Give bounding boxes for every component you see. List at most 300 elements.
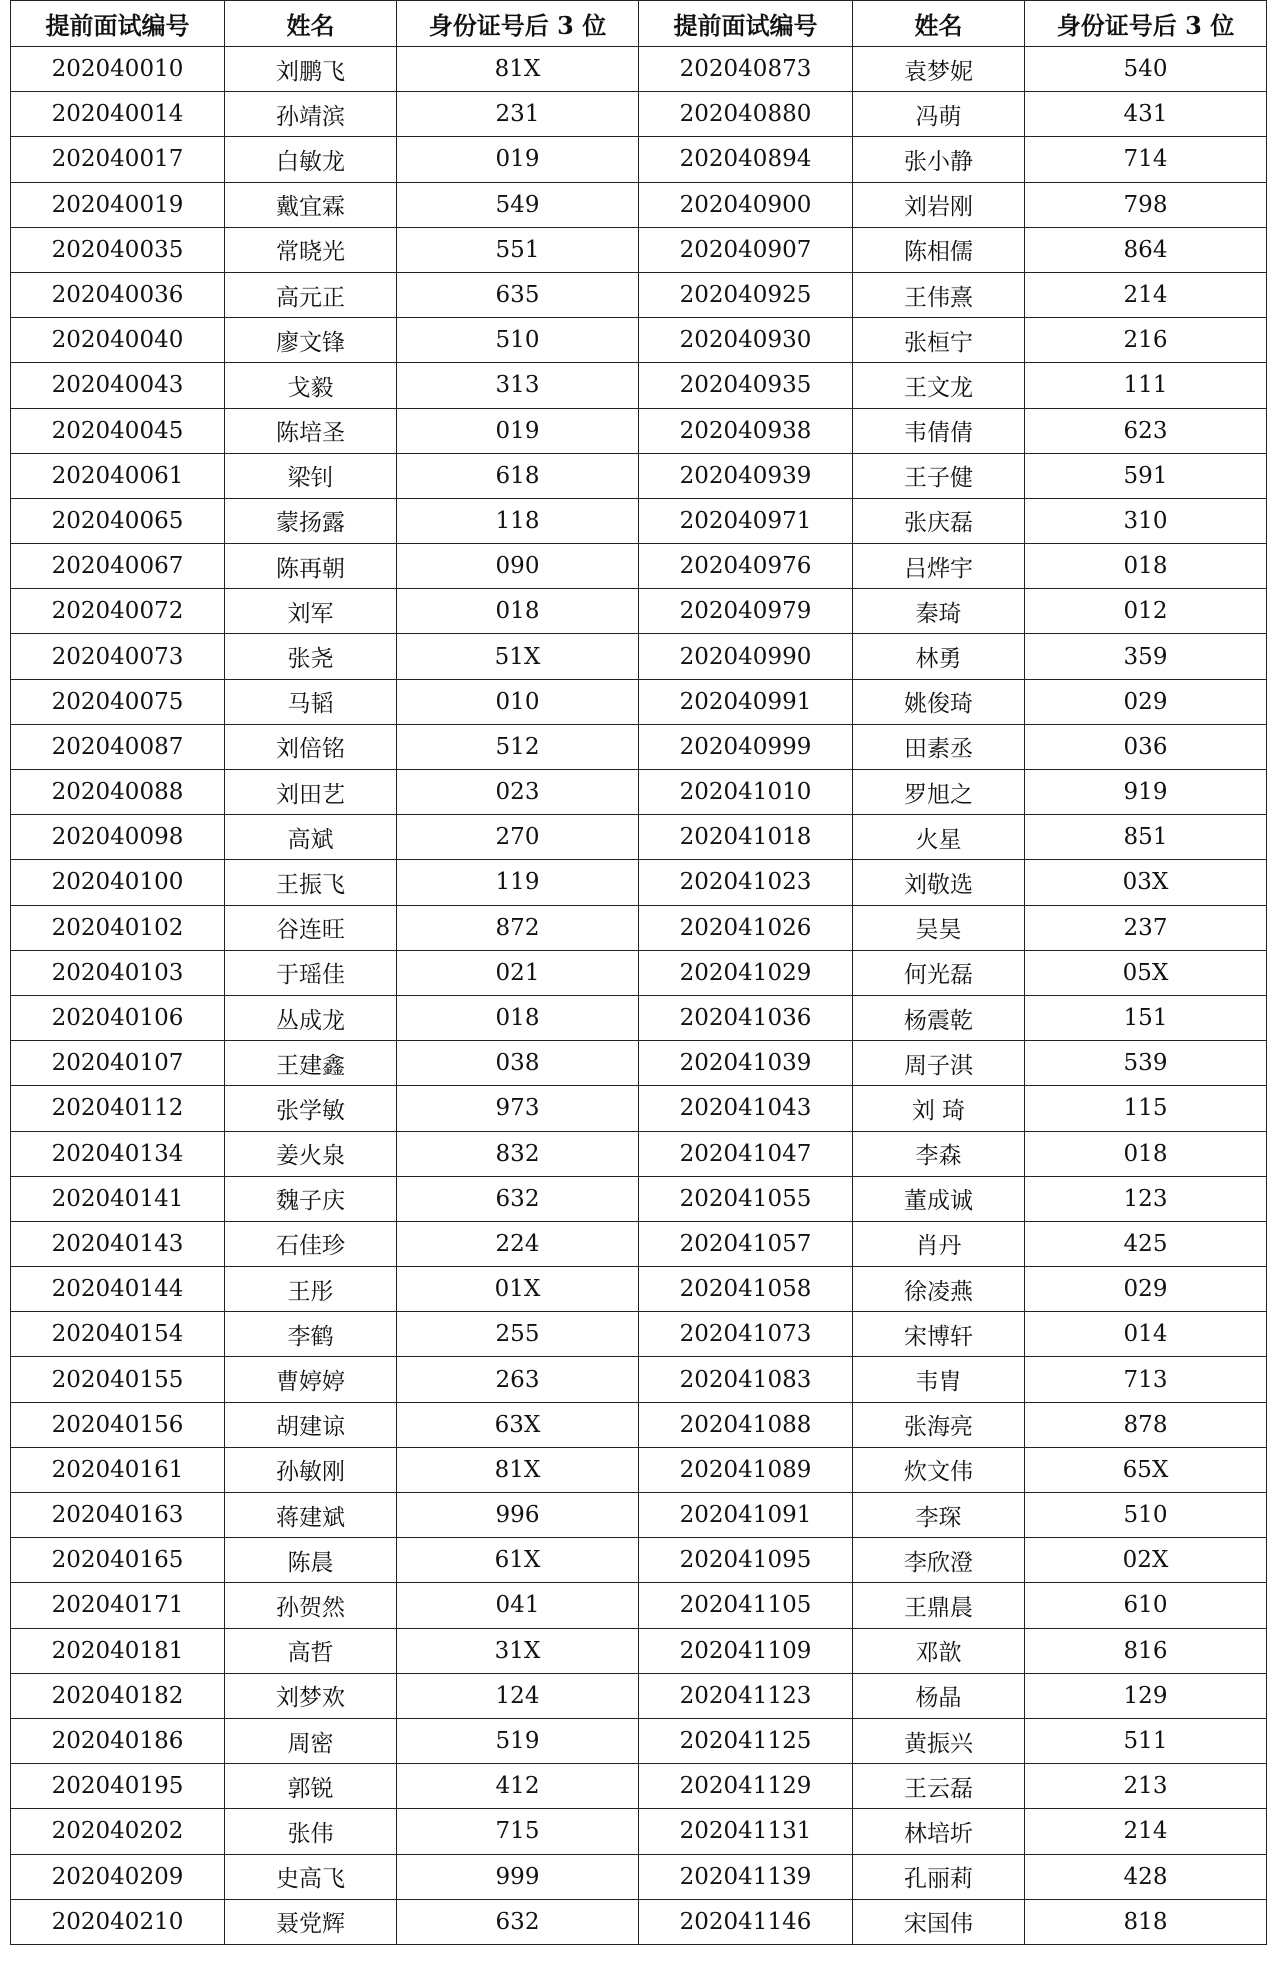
- name-cell: 马韬: [225, 679, 397, 724]
- id-last3-cell: 714: [1025, 137, 1267, 182]
- name-cell: 王彤: [225, 1267, 397, 1312]
- interview-number-cell: 202040043: [11, 363, 225, 408]
- interview-number-cell: 202040134: [11, 1131, 225, 1176]
- interview-number-cell: 202041058: [639, 1267, 853, 1312]
- id-last3-cell: 919: [1025, 770, 1267, 815]
- name-cell: 戈毅: [225, 363, 397, 408]
- id-last3-cell: 018: [397, 995, 639, 1040]
- interview-number-cell: 202040939: [639, 453, 853, 498]
- id-last3-cell: 428: [1025, 1854, 1267, 1899]
- name-cell: 刘梦欢: [225, 1673, 397, 1718]
- table-row: [11, 182, 1267, 227]
- table-row: [11, 1854, 1267, 1899]
- name-cell: 王云磊: [853, 1764, 1025, 1809]
- name-cell: 冯萌: [853, 92, 1025, 137]
- id-last3-cell: 510: [1025, 1493, 1267, 1538]
- id-last3-cell: 090: [397, 544, 639, 589]
- name-cell: 刘军: [225, 589, 397, 634]
- id-last3-cell: 713: [1025, 1357, 1267, 1402]
- name-cell: 王伟熹: [853, 272, 1025, 317]
- interview-number-cell: 202040186: [11, 1718, 225, 1763]
- table-row: [11, 1131, 1267, 1176]
- table-header-row: [11, 1, 1267, 47]
- id-last3-cell: 81X: [397, 1447, 639, 1492]
- interview-number-cell: 202040106: [11, 995, 225, 1040]
- interview-number-cell: 202041095: [639, 1538, 853, 1583]
- interview-number-cell: 202040991: [639, 679, 853, 724]
- interview-number-cell: 202040900: [639, 182, 853, 227]
- name-cell: 高斌: [225, 815, 397, 860]
- id-last3-cell: 029: [1025, 679, 1267, 724]
- table-row: [11, 47, 1267, 92]
- name-cell: 王建鑫: [225, 1041, 397, 1086]
- interview-number-cell: 202040102: [11, 905, 225, 950]
- name-cell: 林勇: [853, 634, 1025, 679]
- name-cell: 曹婷婷: [225, 1357, 397, 1402]
- id-last3-cell: 03X: [1025, 860, 1267, 905]
- id-last3-cell: 129: [1025, 1673, 1267, 1718]
- interview-number-cell: 202040907: [639, 227, 853, 272]
- table-row: [11, 1583, 1267, 1628]
- interview-number-cell: 202041055: [639, 1176, 853, 1221]
- interview-number-cell: 202041125: [639, 1718, 853, 1763]
- id-last3-cell: 012: [1025, 589, 1267, 634]
- id-last3-cell: 61X: [397, 1538, 639, 1583]
- name-cell: 孙靖滨: [225, 92, 397, 137]
- interview-number-cell: 202040040: [11, 318, 225, 363]
- table-row: [11, 92, 1267, 137]
- id-last3-cell: 214: [1025, 1809, 1267, 1854]
- interview-number-cell: 202041088: [639, 1402, 853, 1447]
- interview-number-cell: 202040930: [639, 318, 853, 363]
- interview-number-cell: 202040103: [11, 950, 225, 995]
- id-last3-cell: 511: [1025, 1718, 1267, 1763]
- interview-number-cell: 202040073: [11, 634, 225, 679]
- id-last3-cell: 540: [1025, 47, 1267, 92]
- id-last3-cell: 018: [1025, 1131, 1267, 1176]
- table-row: [11, 905, 1267, 950]
- table-row: [11, 724, 1267, 769]
- name-cell: 周密: [225, 1718, 397, 1763]
- table-row: [11, 1267, 1267, 1312]
- id-last3-cell: 635: [397, 272, 639, 317]
- name-cell: 孔丽莉: [853, 1854, 1025, 1899]
- id-last3-cell: 237: [1025, 905, 1267, 950]
- interview-number-cell: 202041026: [639, 905, 853, 950]
- header-id-last3-right: 身份证号后 3 位: [1025, 1, 1267, 47]
- interview-number-cell: 202040067: [11, 544, 225, 589]
- name-cell: 刘倍铭: [225, 724, 397, 769]
- name-cell: 史高飞: [225, 1854, 397, 1899]
- table-row: [11, 498, 1267, 543]
- interview-number-cell: 202041039: [639, 1041, 853, 1086]
- name-cell: 张庆磊: [853, 498, 1025, 543]
- interview-number-cell: 202041023: [639, 860, 853, 905]
- name-cell: 孙贺然: [225, 1583, 397, 1628]
- interview-number-cell: 202040045: [11, 408, 225, 453]
- interview-number-cell: 202040017: [11, 137, 225, 182]
- interview-number-cell: 202040143: [11, 1221, 225, 1266]
- table-row: [11, 363, 1267, 408]
- name-cell: 郭锐: [225, 1764, 397, 1809]
- table-row: [11, 950, 1267, 995]
- name-cell: 戴宜霖: [225, 182, 397, 227]
- id-last3-cell: 115: [1025, 1086, 1267, 1131]
- table-row: [11, 679, 1267, 724]
- table-row: [11, 318, 1267, 363]
- name-cell: 李森: [853, 1131, 1025, 1176]
- interview-number-cell: 202040971: [639, 498, 853, 543]
- name-cell: 聂党辉: [225, 1899, 397, 1944]
- id-last3-cell: 632: [397, 1899, 639, 1944]
- id-last3-cell: 018: [1025, 544, 1267, 589]
- table-row: [11, 137, 1267, 182]
- interview-number-cell: 202040202: [11, 1809, 225, 1854]
- table-row: [11, 589, 1267, 634]
- id-last3-cell: 999: [397, 1854, 639, 1899]
- interview-number-cell: 202040894: [639, 137, 853, 182]
- id-last3-cell: 798: [1025, 182, 1267, 227]
- id-last3-cell: 038: [397, 1041, 639, 1086]
- interview-number-cell: 202040195: [11, 1764, 225, 1809]
- name-cell: 石佳珍: [225, 1221, 397, 1266]
- name-cell: 田素丞: [853, 724, 1025, 769]
- name-cell: 宋国伟: [853, 1899, 1025, 1944]
- interview-number-cell: 202040156: [11, 1402, 225, 1447]
- name-cell: 常晓光: [225, 227, 397, 272]
- table-row: [11, 634, 1267, 679]
- name-cell: 谷连旺: [225, 905, 397, 950]
- id-last3-cell: 213: [1025, 1764, 1267, 1809]
- name-cell: 吕烨宇: [853, 544, 1025, 589]
- id-last3-cell: 05X: [1025, 950, 1267, 995]
- name-cell: 刘鹏飞: [225, 47, 397, 92]
- id-last3-cell: 216: [1025, 318, 1267, 363]
- interview-number-cell: 202040976: [639, 544, 853, 589]
- interview-roster-table: [10, 0, 1267, 1945]
- name-cell: 韦胄: [853, 1357, 1025, 1402]
- id-last3-cell: 124: [397, 1673, 639, 1718]
- name-cell: 徐凌燕: [853, 1267, 1025, 1312]
- table-row: [11, 1447, 1267, 1492]
- id-last3-cell: 65X: [1025, 1447, 1267, 1492]
- name-cell: 张海亮: [853, 1402, 1025, 1447]
- table-row: [11, 453, 1267, 498]
- table-row: [11, 1312, 1267, 1357]
- name-cell: 王子健: [853, 453, 1025, 498]
- name-cell: 张伟: [225, 1809, 397, 1854]
- interview-number-cell: 202041109: [639, 1628, 853, 1673]
- name-cell: 胡建谅: [225, 1402, 397, 1447]
- name-cell: 林培圻: [853, 1809, 1025, 1854]
- id-last3-cell: 224: [397, 1221, 639, 1266]
- header-interview-number-right: 提前面试编号: [639, 1, 853, 47]
- interview-number-cell: 202040935: [639, 363, 853, 408]
- name-cell: 梁钊: [225, 453, 397, 498]
- id-last3-cell: 512: [397, 724, 639, 769]
- name-cell: 廖文锋: [225, 318, 397, 363]
- interview-number-cell: 202040979: [639, 589, 853, 634]
- table-row: [11, 227, 1267, 272]
- name-cell: 吴昊: [853, 905, 1025, 950]
- name-cell: 罗旭之: [853, 770, 1025, 815]
- interview-number-cell: 202040014: [11, 92, 225, 137]
- interview-number-cell: 202040035: [11, 227, 225, 272]
- id-last3-cell: 51X: [397, 634, 639, 679]
- id-last3-cell: 019: [397, 137, 639, 182]
- id-last3-cell: 425: [1025, 1221, 1267, 1266]
- name-cell: 陈培圣: [225, 408, 397, 453]
- interview-number-cell: 202040065: [11, 498, 225, 543]
- id-last3-cell: 019: [397, 408, 639, 453]
- interview-number-cell: 202041139: [639, 1854, 853, 1899]
- interview-number-cell: 202041047: [639, 1131, 853, 1176]
- name-cell: 姚俊琦: [853, 679, 1025, 724]
- id-last3-cell: 231: [397, 92, 639, 137]
- interview-number-cell: 202040154: [11, 1312, 225, 1357]
- id-last3-cell: 816: [1025, 1628, 1267, 1673]
- interview-number-cell: 202041043: [639, 1086, 853, 1131]
- id-last3-cell: 010: [397, 679, 639, 724]
- id-last3-cell: 313: [397, 363, 639, 408]
- interview-number-cell: 202041129: [639, 1764, 853, 1809]
- interview-number-cell: 202040075: [11, 679, 225, 724]
- name-cell: 宋博轩: [853, 1312, 1025, 1357]
- interview-number-cell: 202041105: [639, 1583, 853, 1628]
- name-cell: 丛成龙: [225, 995, 397, 1040]
- table-row: [11, 770, 1267, 815]
- name-cell: 于瑶佳: [225, 950, 397, 995]
- name-cell: 李欣澄: [853, 1538, 1025, 1583]
- name-cell: 刘田艺: [225, 770, 397, 815]
- table-row: [11, 1493, 1267, 1538]
- name-cell: 李鹤: [225, 1312, 397, 1357]
- name-cell: 陈相儒: [853, 227, 1025, 272]
- id-last3-cell: 623: [1025, 408, 1267, 453]
- name-cell: 周子淇: [853, 1041, 1025, 1086]
- table-row: [11, 1628, 1267, 1673]
- name-cell: 姜火泉: [225, 1131, 397, 1176]
- id-last3-cell: 01X: [397, 1267, 639, 1312]
- name-cell: 韦倩倩: [853, 408, 1025, 453]
- interview-number-cell: 202040087: [11, 724, 225, 769]
- interview-number-cell: 202040938: [639, 408, 853, 453]
- table-row: [11, 1538, 1267, 1583]
- name-cell: 张桓宁: [853, 318, 1025, 363]
- id-last3-cell: 510: [397, 318, 639, 363]
- name-cell: 高哲: [225, 1628, 397, 1673]
- interview-number-cell: 202041146: [639, 1899, 853, 1944]
- name-cell: 炊文伟: [853, 1447, 1025, 1492]
- interview-number-cell: 202040019: [11, 182, 225, 227]
- name-cell: 何光磊: [853, 950, 1025, 995]
- roster-sheet: [10, 0, 1266, 1945]
- name-cell: 刘 琦: [853, 1086, 1025, 1131]
- name-cell: 高元正: [225, 272, 397, 317]
- id-last3-cell: 818: [1025, 1899, 1267, 1944]
- id-last3-cell: 118: [397, 498, 639, 543]
- name-cell: 杨晶: [853, 1673, 1025, 1718]
- interview-number-cell: 202040925: [639, 272, 853, 317]
- name-cell: 蒙扬露: [225, 498, 397, 543]
- name-cell: 王鼎晨: [853, 1583, 1025, 1628]
- id-last3-cell: 551: [397, 227, 639, 272]
- id-last3-cell: 878: [1025, 1402, 1267, 1447]
- id-last3-cell: 539: [1025, 1041, 1267, 1086]
- name-cell: 杨震乾: [853, 995, 1025, 1040]
- interview-number-cell: 202040161: [11, 1447, 225, 1492]
- interview-number-cell: 202040100: [11, 860, 225, 905]
- name-cell: 袁梦妮: [853, 47, 1025, 92]
- name-cell: 秦琦: [853, 589, 1025, 634]
- name-cell: 魏子庆: [225, 1176, 397, 1221]
- name-cell: 张小静: [853, 137, 1025, 182]
- interview-number-cell: 202041036: [639, 995, 853, 1040]
- interview-number-cell: 202040171: [11, 1583, 225, 1628]
- interview-number-cell: 202040072: [11, 589, 225, 634]
- interview-number-cell: 202040210: [11, 1899, 225, 1944]
- interview-number-cell: 202041029: [639, 950, 853, 995]
- table-row: [11, 1041, 1267, 1086]
- interview-number-cell: 202040010: [11, 47, 225, 92]
- table-row: [11, 1673, 1267, 1718]
- header-interview-number-left: 提前面试编号: [11, 1, 225, 47]
- name-cell: 王振飞: [225, 860, 397, 905]
- id-last3-cell: 214: [1025, 272, 1267, 317]
- id-last3-cell: 029: [1025, 1267, 1267, 1312]
- table-row: [11, 1809, 1267, 1854]
- id-last3-cell: 036: [1025, 724, 1267, 769]
- name-cell: 董成诚: [853, 1176, 1025, 1221]
- id-last3-cell: 973: [397, 1086, 639, 1131]
- id-last3-cell: 123: [1025, 1176, 1267, 1221]
- interview-number-cell: 202041089: [639, 1447, 853, 1492]
- interview-number-cell: 202040880: [639, 92, 853, 137]
- table-row: [11, 860, 1267, 905]
- id-last3-cell: 549: [397, 182, 639, 227]
- id-last3-cell: 014: [1025, 1312, 1267, 1357]
- id-last3-cell: 02X: [1025, 1538, 1267, 1583]
- interview-number-cell: 202040163: [11, 1493, 225, 1538]
- name-cell: 王文龙: [853, 363, 1025, 408]
- interview-number-cell: 202041123: [639, 1673, 853, 1718]
- interview-number-cell: 202040873: [639, 47, 853, 92]
- id-last3-cell: 591: [1025, 453, 1267, 498]
- interview-number-cell: 202040165: [11, 1538, 225, 1583]
- interview-number-cell: 202040155: [11, 1357, 225, 1402]
- id-last3-cell: 018: [397, 589, 639, 634]
- id-last3-cell: 63X: [397, 1402, 639, 1447]
- id-last3-cell: 851: [1025, 815, 1267, 860]
- name-cell: 刘敬选: [853, 860, 1025, 905]
- interview-number-cell: 202040088: [11, 770, 225, 815]
- id-last3-cell: 618: [397, 453, 639, 498]
- name-cell: 黄振兴: [853, 1718, 1025, 1763]
- name-cell: 白敏龙: [225, 137, 397, 182]
- interview-number-cell: 202040990: [639, 634, 853, 679]
- interview-number-cell: 202040036: [11, 272, 225, 317]
- table-row: [11, 1899, 1267, 1944]
- interview-number-cell: 202041131: [639, 1809, 853, 1854]
- id-last3-cell: 864: [1025, 227, 1267, 272]
- id-last3-cell: 872: [397, 905, 639, 950]
- interview-number-cell: 202040098: [11, 815, 225, 860]
- name-cell: 张尧: [225, 634, 397, 679]
- header-name-right: 姓名: [853, 1, 1025, 47]
- table-body: [11, 47, 1267, 1945]
- interview-number-cell: 202040061: [11, 453, 225, 498]
- id-last3-cell: 610: [1025, 1583, 1267, 1628]
- interview-number-cell: 202041091: [639, 1493, 853, 1538]
- table-row: [11, 1086, 1267, 1131]
- id-last3-cell: 519: [397, 1718, 639, 1763]
- id-last3-cell: 021: [397, 950, 639, 995]
- table-row: [11, 272, 1267, 317]
- interview-number-cell: 202041057: [639, 1221, 853, 1266]
- id-last3-cell: 270: [397, 815, 639, 860]
- interview-number-cell: 202040181: [11, 1628, 225, 1673]
- table-row: [11, 995, 1267, 1040]
- table-row: [11, 1357, 1267, 1402]
- table-row: [11, 544, 1267, 589]
- interview-number-cell: 202040182: [11, 1673, 225, 1718]
- id-last3-cell: 996: [397, 1493, 639, 1538]
- interview-number-cell: 202040144: [11, 1267, 225, 1312]
- id-last3-cell: 412: [397, 1764, 639, 1809]
- id-last3-cell: 255: [397, 1312, 639, 1357]
- id-last3-cell: 31X: [397, 1628, 639, 1673]
- name-cell: 肖丹: [853, 1221, 1025, 1266]
- table-row: [11, 408, 1267, 453]
- id-last3-cell: 111: [1025, 363, 1267, 408]
- id-last3-cell: 119: [397, 860, 639, 905]
- name-cell: 刘岩刚: [853, 182, 1025, 227]
- table-row: [11, 1176, 1267, 1221]
- interview-number-cell: 202040107: [11, 1041, 225, 1086]
- id-last3-cell: 359: [1025, 634, 1267, 679]
- interview-number-cell: 202040112: [11, 1086, 225, 1131]
- name-cell: 张学敏: [225, 1086, 397, 1131]
- interview-number-cell: 202041010: [639, 770, 853, 815]
- table-row: [11, 1221, 1267, 1266]
- interview-number-cell: 202040141: [11, 1176, 225, 1221]
- table-row: [11, 815, 1267, 860]
- id-last3-cell: 023: [397, 770, 639, 815]
- id-last3-cell: 310: [1025, 498, 1267, 543]
- name-cell: 李琛: [853, 1493, 1025, 1538]
- interview-number-cell: 202040209: [11, 1854, 225, 1899]
- name-cell: 孙敏刚: [225, 1447, 397, 1492]
- header-name-left: 姓名: [225, 1, 397, 47]
- name-cell: 火星: [853, 815, 1025, 860]
- name-cell: 陈再朝: [225, 544, 397, 589]
- id-last3-cell: 431: [1025, 92, 1267, 137]
- id-last3-cell: 151: [1025, 995, 1267, 1040]
- id-last3-cell: 632: [397, 1176, 639, 1221]
- name-cell: 邓歆: [853, 1628, 1025, 1673]
- name-cell: 陈晨: [225, 1538, 397, 1583]
- id-last3-cell: 832: [397, 1131, 639, 1176]
- id-last3-cell: 715: [397, 1809, 639, 1854]
- table-row: [11, 1402, 1267, 1447]
- table-row: [11, 1764, 1267, 1809]
- id-last3-cell: 041: [397, 1583, 639, 1628]
- interview-number-cell: 202040999: [639, 724, 853, 769]
- id-last3-cell: 263: [397, 1357, 639, 1402]
- name-cell: 蒋建斌: [225, 1493, 397, 1538]
- interview-number-cell: 202041083: [639, 1357, 853, 1402]
- id-last3-cell: 81X: [397, 47, 639, 92]
